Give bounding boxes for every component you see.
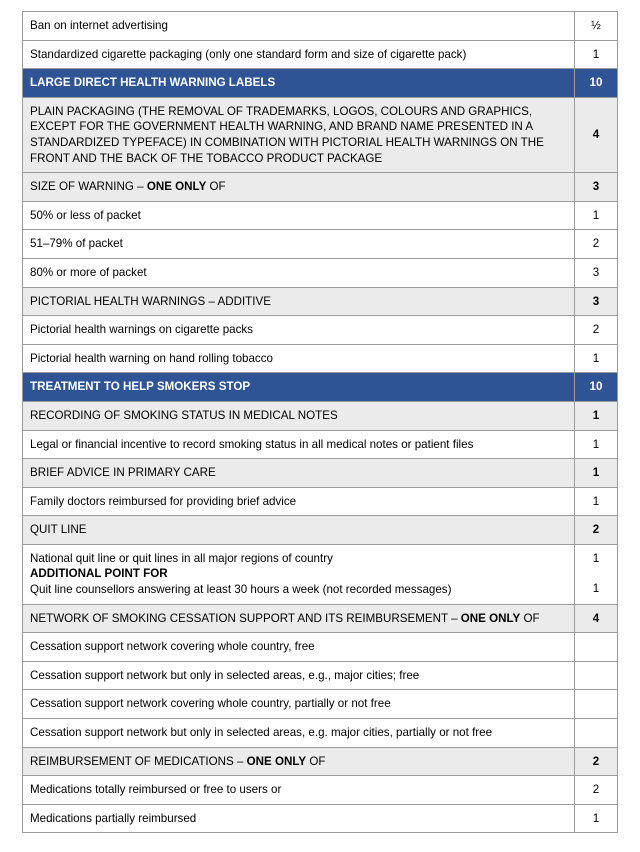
text-line <box>30 294 567 310</box>
text-segment: PLAIN PACKAGING (THE REMOVAL OF TRADEMARKS, LOGOS, COLOURS AND GRAPHICS, EXCEPT FOR THE GOVERNMENT HEALTH WARNING, AND BRAND NAME PRESENTED IN A STANDARDIZED TYPEFACE) IN COMBINATION WITH PICTORIAL HEALTH WARNINGS ON THE FRONT AND THE BACK OF THE TOBACCO PRODUCT PACKAGE <box>30 104 544 165</box>
text-segment: 50% or less of packet <box>30 208 141 222</box>
text-segment: Cessation support network but only in selected areas, e.g., major cities; free <box>30 668 420 682</box>
table-row <box>23 689 617 718</box>
points-value: 3 <box>592 180 600 194</box>
row-description <box>23 173 575 201</box>
row-description <box>23 719 575 747</box>
table-row <box>23 515 617 544</box>
text-segment: PICTORIAL HEALTH WARNINGS – ADDITIVE <box>30 294 271 308</box>
text-line <box>30 611 567 627</box>
text-segment: Quit line counsellors answering at least 30 hours a week (not recorded messages) <box>30 583 452 597</box>
text-line <box>30 322 567 338</box>
row-points <box>575 431 617 459</box>
text-segment: OF <box>520 611 540 625</box>
text-line <box>30 465 567 481</box>
text-line <box>30 265 567 281</box>
text-line <box>30 18 567 34</box>
points-value: 2 <box>592 783 600 797</box>
row-description <box>23 98 575 172</box>
text-line <box>30 437 567 453</box>
points-value: 4 <box>592 611 600 625</box>
points-value: 3 <box>592 294 600 308</box>
text-segment: NETWORK OF SMOKING CESSATION SUPPORT AND ITS REIMBURSEMENT – <box>30 611 461 625</box>
text-line <box>30 236 567 252</box>
text-line <box>30 725 567 741</box>
points-value: 1 <box>592 408 600 422</box>
row-description <box>23 488 575 516</box>
text-line <box>30 379 567 395</box>
table-row <box>23 775 617 804</box>
row-points <box>575 173 617 201</box>
text-segment: Medications totally reimbursed or free to users or <box>30 783 282 797</box>
text-segment: Family doctors reimbursed for providing brief advice <box>30 494 297 508</box>
table-row <box>23 487 617 516</box>
points-value: 1 <box>592 582 600 596</box>
text-segment: OF <box>206 180 226 194</box>
table-row <box>23 97 617 172</box>
row-description <box>23 259 575 287</box>
text-segment: Legal or financial incentive to record smoking status in all medical notes or patient files <box>30 437 474 451</box>
text-segment: TREATMENT TO HELP SMOKERS STOP <box>30 380 251 394</box>
text-segment: Medications partially reimbursed <box>30 811 197 825</box>
row-description <box>23 431 575 459</box>
row-description <box>23 662 575 690</box>
text-segment: QUIT LINE <box>30 523 87 537</box>
row-description <box>23 12 575 40</box>
points-value: 4 <box>592 128 600 142</box>
table-row <box>23 258 617 287</box>
table-row <box>23 344 617 373</box>
row-description <box>23 690 575 718</box>
text-line <box>30 408 567 424</box>
row-description <box>23 805 575 833</box>
text-line <box>30 782 567 798</box>
text-segment: ONE ONLY <box>246 754 307 768</box>
table-row <box>23 661 617 690</box>
row-points <box>575 662 617 690</box>
text-line <box>30 754 567 770</box>
table-row <box>23 401 617 430</box>
row-description <box>23 776 575 804</box>
text-line <box>30 639 567 655</box>
text-segment: RECORDING OF SMOKING STATUS IN MEDICAL NOTES <box>30 408 338 422</box>
text-segment: ADDITIONAL POINT FOR <box>30 567 168 581</box>
text-segment: Pictorial health warning on hand rolling tobacco <box>30 351 273 365</box>
table-row <box>23 747 617 776</box>
row-points <box>575 202 617 230</box>
row-points <box>575 719 617 747</box>
row-description <box>23 459 575 487</box>
points-value: ½ <box>591 19 601 32</box>
row-points <box>575 459 617 487</box>
row-points <box>575 690 617 718</box>
row-points <box>575 748 617 776</box>
row-points <box>575 230 617 258</box>
row-description <box>23 402 575 430</box>
text-line <box>30 566 567 582</box>
row-description <box>23 41 575 69</box>
row-points <box>575 316 617 344</box>
points-value: 1 <box>592 466 600 480</box>
points-value: 1 <box>592 551 600 565</box>
text-line <box>30 494 567 510</box>
text-line <box>30 696 567 712</box>
text-segment: LARGE DIRECT HEALTH WARNING LABELS <box>30 76 276 90</box>
text-line <box>30 179 567 195</box>
score-table <box>22 11 618 833</box>
text-segment: Standardized cigarette packaging (only one standard form and size of cigarette pack) <box>30 47 467 61</box>
row-description <box>23 633 575 661</box>
row-description <box>23 316 575 344</box>
table-row <box>23 315 617 344</box>
text-line <box>30 208 567 224</box>
row-description <box>23 516 575 544</box>
row-points <box>575 633 617 661</box>
row-points <box>575 98 617 172</box>
row-points <box>575 345 617 373</box>
text-segment: 51–79% of packet <box>30 237 123 251</box>
text-segment: 80% or more of packet <box>30 265 147 279</box>
row-description <box>23 202 575 230</box>
table-row <box>23 40 617 69</box>
text-line <box>30 522 567 538</box>
text-segment: Cessation support network covering whole country, free <box>30 640 315 654</box>
text-segment: REIMBURSEMENT OF MEDICATIONS – <box>30 754 247 768</box>
points-value: 10 <box>589 380 603 394</box>
text-line <box>30 75 567 91</box>
text-segment: ONE ONLY <box>460 611 521 625</box>
points-value: 2 <box>592 754 600 768</box>
row-description <box>23 748 575 776</box>
row-points <box>575 12 617 40</box>
row-points <box>575 259 617 287</box>
table-row <box>23 372 617 401</box>
row-points <box>575 545 617 604</box>
table-row <box>23 804 617 833</box>
row-points <box>575 41 617 69</box>
row-description <box>23 230 575 258</box>
points-value: 3 <box>592 265 600 279</box>
row-description <box>23 545 575 604</box>
table-row <box>23 201 617 230</box>
row-points <box>575 776 617 804</box>
row-description <box>23 69 575 97</box>
row-points <box>575 805 617 833</box>
table-row <box>23 172 617 201</box>
table-row <box>23 604 617 633</box>
table-row <box>23 229 617 258</box>
points-value: 2 <box>592 323 600 337</box>
points-value: 1 <box>592 494 600 508</box>
points-value: 1 <box>592 208 600 222</box>
row-points <box>575 69 617 97</box>
table-row <box>23 430 617 459</box>
points-value: 10 <box>589 76 603 90</box>
row-description <box>23 605 575 633</box>
row-points <box>575 373 617 401</box>
row-points <box>575 288 617 316</box>
row-points <box>575 402 617 430</box>
text-segment: BRIEF ADVICE IN PRIMARY CARE <box>30 466 216 480</box>
row-description <box>23 373 575 401</box>
text-line <box>30 351 567 367</box>
points-value: 2 <box>592 237 600 251</box>
points-value: 1 <box>592 437 600 451</box>
text-segment: OF <box>306 754 326 768</box>
row-points <box>575 516 617 544</box>
text-line <box>30 551 567 567</box>
text-segment: Pictorial health warnings on cigarette packs <box>30 323 253 337</box>
text-segment: Cessation support network covering whole country, partially or not free <box>30 697 391 711</box>
table-row <box>23 632 617 661</box>
text-line <box>30 668 567 684</box>
text-segment: Cessation support network but only in selected areas, e.g. major cities, partially or not free <box>30 726 493 740</box>
table-row <box>23 12 617 40</box>
table-row <box>23 544 617 604</box>
points-value: 1 <box>592 811 600 825</box>
points-value: 1 <box>592 47 600 61</box>
text-segment: ONE ONLY <box>146 180 207 194</box>
text-line <box>30 811 567 827</box>
text-line <box>30 104 567 166</box>
points-value: 2 <box>592 523 600 537</box>
text-segment: SIZE OF WARNING – <box>30 180 147 194</box>
row-description <box>23 345 575 373</box>
text-segment: National quit line or quit lines in all major regions of country <box>30 551 333 565</box>
table-row <box>23 458 617 487</box>
row-points <box>575 605 617 633</box>
table-row <box>23 68 617 97</box>
table-row <box>23 287 617 316</box>
table-row <box>23 718 617 747</box>
row-points <box>575 488 617 516</box>
text-segment: Ban on internet advertising <box>30 19 168 32</box>
text-line <box>30 47 567 63</box>
points-value: 1 <box>592 351 600 365</box>
row-description <box>23 288 575 316</box>
text-line <box>30 582 567 598</box>
